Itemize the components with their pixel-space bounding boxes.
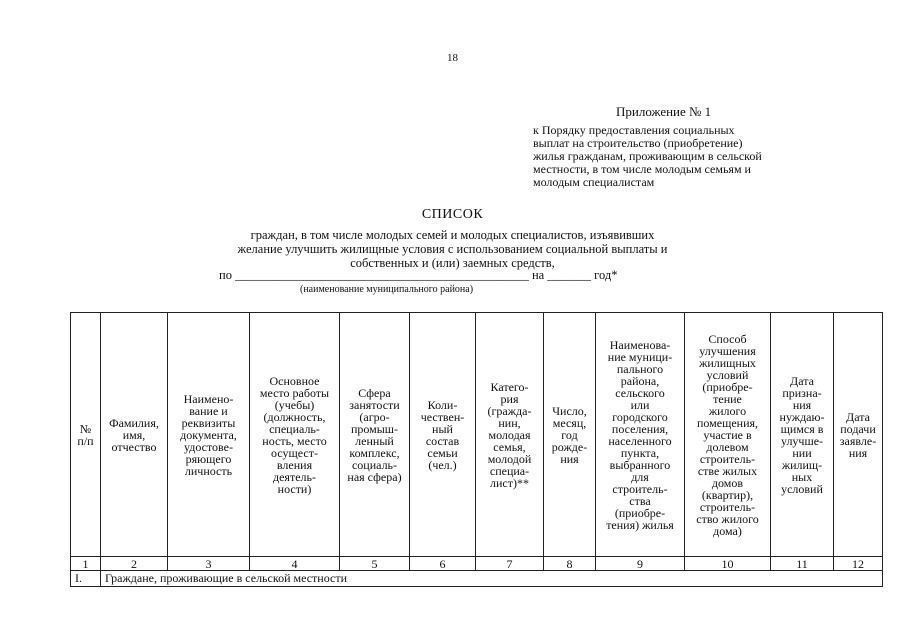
column-number: 5 <box>340 557 410 571</box>
column-number: 4 <box>250 557 340 571</box>
column-number: 2 <box>101 557 168 571</box>
appendix-subtitle: к Порядку предоставления социальных выплат на строительство (приобретение) жилья гражданам, проживающим в сельской местности, в том числе молодым семьям и молодым специалистам <box>533 123 762 189</box>
col-header-settlement: Наименова- ние муници- пального района, сельского или городского поселения, населенного пункта, выбранного для строитель- ства (приобре- тения) жилья <box>596 313 685 557</box>
section-row <box>71 571 883 587</box>
column-number: 1 <box>71 557 101 571</box>
section-label: Граждане, проживающие в сельской местности <box>101 571 883 587</box>
col-header-workplace: Основное место работы (учебы) (должность, специаль- ность, место осущест- вления деятель- ности) <box>250 313 340 557</box>
column-number: 11 <box>771 557 834 571</box>
column-number: 6 <box>410 557 476 571</box>
col-header-number: № п/п <box>71 313 101 557</box>
district-hint: (наименование муниципального района) <box>300 284 474 295</box>
col-header-birth-date: Число, месяц, год рожде- ния <box>544 313 596 557</box>
column-numbers-row <box>71 557 883 571</box>
col-header-application-date: Дата подачи заявле- ния <box>834 313 883 557</box>
column-number: 9 <box>596 557 685 571</box>
page-number: 18 <box>447 52 458 64</box>
document-title: СПИСОК <box>421 207 484 222</box>
column-number: 3 <box>168 557 250 571</box>
col-header-employment-sphere: Сфера занятости (агро- промыш- ленный комплекс, социаль- ная сфера) <box>340 313 410 557</box>
col-header-family-size: Коли- чествен- ный состав семьи (чел.) <box>410 313 476 557</box>
col-header-recognition-date: Дата призна- ния нуждаю- щимся в улучше- нии жилищ- ных условий <box>771 313 834 557</box>
citizens-list-table <box>70 312 883 587</box>
column-number: 10 <box>685 557 771 571</box>
col-header-category: Катего- рия (гражда- нин, молодая семья, молодой специа- лист)** <box>476 313 544 557</box>
column-number: 7 <box>476 557 544 571</box>
section-roman: I. <box>71 571 101 587</box>
column-number: 12 <box>834 557 883 571</box>
document-subtitle: граждан, в том числе молодых семей и молодых специалистов, изъявивших желание улучшить жилищные условия с использованием социальной выплаты и собственных и (или) заемных средств, <box>237 228 668 270</box>
col-header-full-name: Фамилия, имя, отчество <box>101 313 168 557</box>
col-header-improvement-method: Способ улучшения жилищных условий (приобре- тение жилого помещения, участие в долевом строитель- стве жилых домов (квартир), строитель- ство жилого дома) <box>685 313 771 557</box>
appendix-title: Приложение № 1 <box>616 104 712 119</box>
column-number: 8 <box>544 557 596 571</box>
header-row <box>71 313 883 557</box>
district-year-line: по _______________________________________________ на _______ год* <box>219 268 618 282</box>
col-header-id-document: Наимено- вание и реквизиты документа, удостове- ряющего личность <box>168 313 250 557</box>
